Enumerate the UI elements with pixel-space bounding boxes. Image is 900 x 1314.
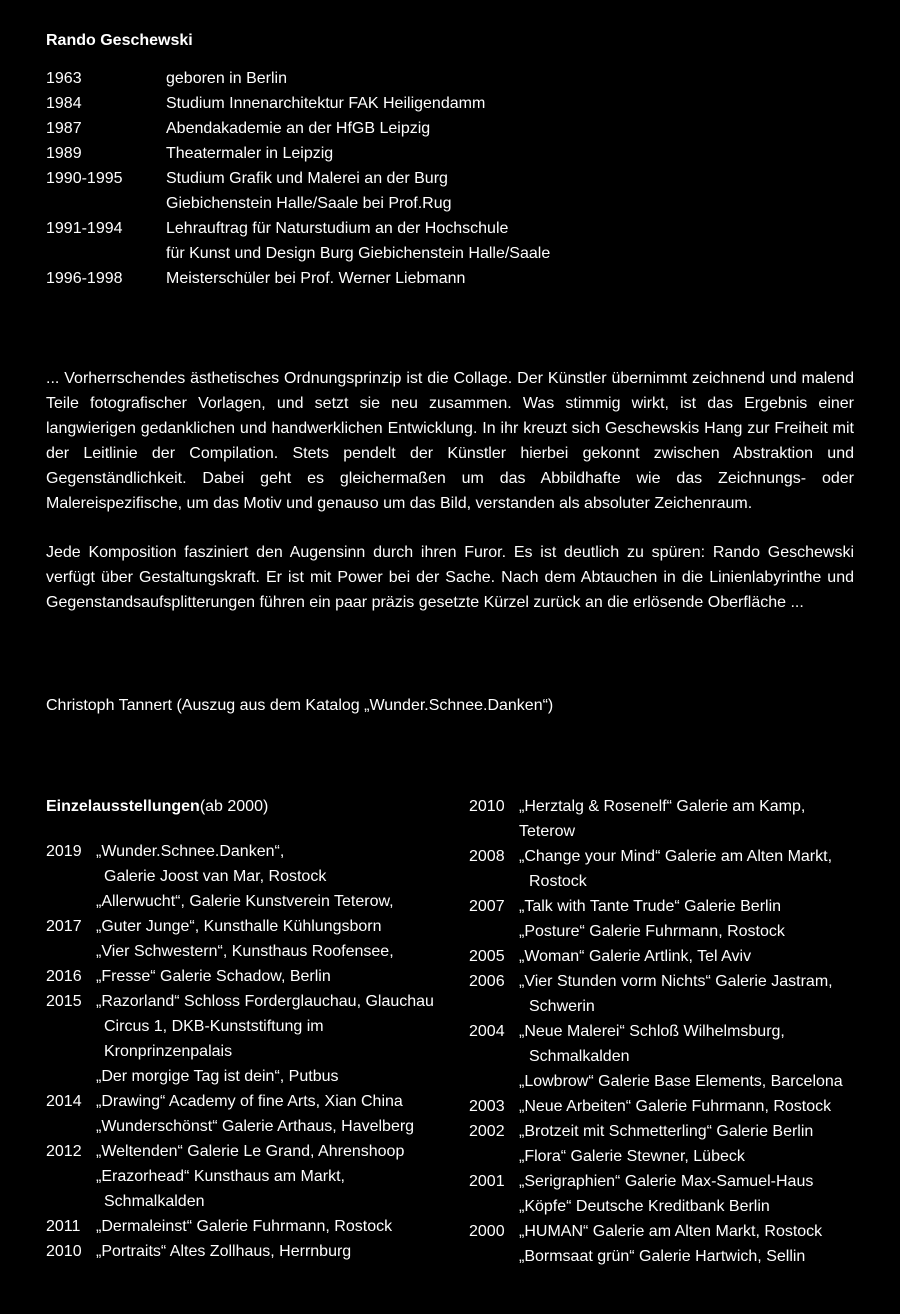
exhibition-row xyxy=(46,1214,456,1239)
exhibition-row xyxy=(469,1119,869,1169)
exhibition-text xyxy=(519,894,869,944)
exhibition-line: „Brotzeit mit Schmetterling“ Galerie Berlin xyxy=(519,1123,814,1140)
exhibition-year: 2017 xyxy=(46,918,82,935)
exhibitions-heading-bold: Einzelausstellungen xyxy=(46,798,200,815)
exhibition-row xyxy=(469,1219,869,1269)
exhibition-line: „Wunderschönst“ Galerie Arthaus, Havelberg xyxy=(96,1118,415,1135)
exhibition-line: „Neue Arbeiten“ Galerie Fuhrmann, Rostock xyxy=(519,1098,832,1115)
bio-year: 1987 xyxy=(46,120,82,137)
exhibition-line: „Drawing“ Academy of fine Arts, Xian China xyxy=(96,1093,403,1110)
exhibition-line: „Talk with Tante Trude“ Galerie Berlin xyxy=(519,898,782,915)
biography-list xyxy=(46,66,866,291)
exhibition-line: Circus 1, DKB-Kunststiftung im xyxy=(104,1018,324,1035)
exhibition-line: Schmalkalden xyxy=(104,1193,205,1210)
exhibition-year: 2010 xyxy=(46,1243,82,1260)
exhibition-text xyxy=(96,1114,456,1139)
bio-line: Theatermaler in Leipzig xyxy=(166,145,334,162)
exhibition-line: „Neue Malerei“ Schloß Wilhelmsburg, xyxy=(519,1023,785,1040)
bio-line: Giebichenstein Halle/Saale bei Prof.Rug xyxy=(166,195,452,212)
exhibition-line: Kronprinzenpalais xyxy=(104,1043,233,1060)
exhibition-line: „Lowbrow“ Galerie Base Elements, Barcelona xyxy=(519,1073,843,1090)
exhibition-line: „Fresse“ Galerie Schadow, Berlin xyxy=(96,968,331,985)
exhibitions-right-list xyxy=(469,794,869,1269)
exhibition-text xyxy=(519,1094,869,1119)
exhibition-text xyxy=(96,839,456,889)
exhibition-line: „Razorland“ Schloss Forderglauchau, Glauchau xyxy=(96,993,434,1010)
exhibition-year: 2005 xyxy=(469,948,505,965)
exhibition-line: „Guter Junge“, Kunsthalle Kühlungsborn xyxy=(96,918,382,935)
exhibition-year: 2008 xyxy=(469,848,505,865)
exhibition-row xyxy=(46,1164,456,1214)
bio-line: Meisterschüler bei Prof. Werner Liebmann xyxy=(166,270,466,287)
exhibition-text xyxy=(96,889,456,914)
exhibition-line: „Weltenden“ Galerie Le Grand, Ahrenshoop xyxy=(96,1143,405,1160)
exhibition-line: „Posture“ Galerie Fuhrmann, Rostock xyxy=(519,923,785,940)
exhibition-year: 2007 xyxy=(469,898,505,915)
exhibition-line: „Portraits“ Altes Zollhaus, Herrnburg xyxy=(96,1243,352,1260)
exhibition-row xyxy=(46,839,456,889)
exhibition-row xyxy=(469,894,869,944)
bio-line: Lehrauftrag für Naturstudium an der Hochschule xyxy=(166,220,509,237)
exhibition-line: „Wunder.Schnee.Danken“, xyxy=(96,843,285,860)
bio-row xyxy=(46,66,866,91)
quote-paragraph-1: ... Vorherrschendes ästhetisches Ordnungsprinzip ist die Collage. Der Künstler übernimmt zeichnend und malend Teile fotografischer Vorlagen, und setzt sie neu zusammen. Was stimmig wirkt, ist das Ergebnis einer langwierigen gedanklichen und handwerklichen Entwicklung. In ihr kreuzt sich Geschewskis Hang zur Freiheit mit der Leitlinie der Compilation. Stets pendelt der Künstler hierbei gekonnt zwischen Abstraktion und Gegenständlichkeit. Dabei geht es gleichermaßen um das Abbildhafte wie das Zeichnungs- oder Malereispezifische, um das Motiv und genauso um das Bild, verstanden als absoluter Zeichenraum. xyxy=(46,370,854,512)
exhibition-row xyxy=(469,969,869,1019)
bio-year: 1990-1995 xyxy=(46,170,123,187)
exhibition-text xyxy=(96,914,456,939)
exhibition-row xyxy=(469,944,869,969)
exhibition-row xyxy=(46,1064,456,1089)
exhibition-row xyxy=(46,989,456,1064)
exhibition-line: „Vier Stunden vorm Nichts“ Galerie Jastram, xyxy=(519,973,833,990)
bio-row xyxy=(46,166,866,216)
exhibition-year: 2011 xyxy=(46,1218,81,1235)
exhibitions-right-column xyxy=(469,794,869,1269)
exhibition-line: Galerie Joost van Mar, Rostock xyxy=(104,868,327,885)
exhibition-line: „HUMAN“ Galerie am Alten Markt, Rostock xyxy=(519,1223,823,1240)
critic-quote xyxy=(46,366,854,615)
exhibition-text xyxy=(519,1169,869,1219)
exhibition-line: „Erazorhead“ Kunsthaus am Markt, xyxy=(96,1168,345,1185)
bio-year: 1996-1998 xyxy=(46,270,123,287)
bio-row xyxy=(46,91,866,116)
exhibition-text xyxy=(519,794,869,844)
exhibition-row xyxy=(46,939,456,964)
exhibition-year: 2019 xyxy=(46,843,82,860)
bio-text xyxy=(166,116,866,141)
bio-line: Studium Grafik und Malerei an der Burg xyxy=(166,170,448,187)
exhibition-line: „Serigraphien“ Galerie Max-Samuel-Haus xyxy=(519,1173,814,1190)
exhibition-year: 2012 xyxy=(46,1143,82,1160)
bio-text xyxy=(166,141,866,166)
bio-line: Abendakademie an der HfGB Leipzig xyxy=(166,120,431,137)
exhibition-text xyxy=(519,969,869,1019)
exhibition-line: Schmalkalden xyxy=(529,1048,630,1065)
bio-row xyxy=(46,216,866,266)
exhibition-line: „Vier Schwestern“, Kunsthaus Roofensee, xyxy=(96,943,394,960)
exhibition-line: „Allerwucht“, Galerie Kunstverein Teterow, xyxy=(96,893,394,910)
exhibition-year: 2006 xyxy=(469,973,505,990)
exhibition-row xyxy=(46,889,456,914)
exhibition-line: „Dermaleinst“ Galerie Fuhrmann, Rostock xyxy=(96,1218,393,1235)
exhibition-text xyxy=(96,1164,456,1214)
exhibitions-left-list xyxy=(46,839,456,1264)
exhibition-year xyxy=(46,889,96,914)
exhibition-text xyxy=(96,1089,456,1114)
exhibition-line: „Herztalg & Rosenelf“ Galerie am Kamp, xyxy=(519,798,806,815)
exhibition-row xyxy=(46,1139,456,1164)
exhibitions-heading xyxy=(46,794,456,819)
exhibition-year xyxy=(46,1164,96,1214)
bio-text xyxy=(166,266,866,291)
exhibition-row xyxy=(46,964,456,989)
exhibition-text xyxy=(519,944,869,969)
bio-row xyxy=(46,116,866,141)
exhibition-year: 2002 xyxy=(469,1123,505,1140)
bio-line: Studium Innenarchitektur FAK Heiligendamm xyxy=(166,95,486,112)
exhibition-text xyxy=(519,844,869,894)
exhibitions-heading-range: (ab 2000) xyxy=(199,798,269,815)
bio-row xyxy=(46,141,866,166)
exhibition-year: 2003 xyxy=(469,1098,505,1115)
exhibition-text xyxy=(96,1239,456,1264)
bio-text xyxy=(166,166,866,216)
exhibition-text xyxy=(519,1019,869,1094)
exhibition-line: „Flora“ Galerie Stewner, Lübeck xyxy=(519,1148,745,1165)
exhibition-text xyxy=(96,1064,456,1089)
exhibition-line: „Change your Mind“ Galerie am Alten Markt, xyxy=(519,848,833,865)
bio-year: 1991-1994 xyxy=(46,220,123,237)
exhibition-text xyxy=(519,1219,869,1269)
exhibition-year xyxy=(46,939,96,964)
bio-row xyxy=(46,266,866,291)
exhibition-line: „Bormsaat grün“ Galerie Hartwich, Sellin xyxy=(519,1248,806,1265)
exhibition-year: 2016 xyxy=(46,968,82,985)
quote-citation: Christoph Tannert (Auszug aus dem Katalog „Wunder.Schnee.Danken“) xyxy=(46,697,554,714)
exhibition-line: Schwerin xyxy=(529,998,595,1015)
exhibition-text xyxy=(96,1139,456,1164)
exhibition-year: 2001 xyxy=(469,1173,505,1190)
bio-year: 1984 xyxy=(46,95,82,112)
exhibition-year: 2014 xyxy=(46,1093,82,1110)
bio-line: geboren in Berlin xyxy=(166,70,287,87)
bio-text xyxy=(166,216,866,266)
exhibition-row xyxy=(469,1169,869,1219)
exhibition-line: „Woman“ Galerie Artlink, Tel Aviv xyxy=(519,948,752,965)
exhibition-text xyxy=(96,989,456,1064)
bio-line: für Kunst und Design Burg Giebichenstein Halle/Saale xyxy=(166,245,551,262)
exhibition-row xyxy=(469,1019,869,1094)
exhibition-year: 2015 xyxy=(46,993,82,1010)
exhibition-text xyxy=(96,1214,456,1239)
exhibition-year: 2004 xyxy=(469,1023,505,1040)
exhibition-row xyxy=(46,914,456,939)
exhibition-text xyxy=(96,939,456,964)
bio-text xyxy=(166,66,866,91)
page-title: Rando Geschewski xyxy=(46,32,193,49)
exhibition-line: „Köpfe“ Deutsche Kreditbank Berlin xyxy=(519,1198,770,1215)
exhibition-year: 2010 xyxy=(469,798,505,815)
quote-paragraph-2: Jede Komposition fasziniert den Augensinn durch ihren Furor. Es ist deutlich zu spüren: Rando Geschewski verfügt über Gestaltungskraft. Er ist mit Power bei der Sache. Nach dem Abtauchen in die Linienlabyrinthe und Gegenstandsaufsplitterungen führen ein paar präzis gesetzte Kürzel zurück an die erlösende Oberfläche ... xyxy=(46,544,854,611)
exhibition-line: Rostock xyxy=(529,873,587,890)
exhibition-line: „Der morgige Tag ist dein“, Putbus xyxy=(96,1068,339,1085)
exhibition-row xyxy=(469,794,869,844)
exhibition-row xyxy=(46,1239,456,1264)
exhibitions-left-column xyxy=(46,794,456,1264)
exhibition-row xyxy=(469,844,869,894)
exhibition-text xyxy=(96,964,456,989)
bio-text xyxy=(166,91,866,116)
exhibition-line: Teterow xyxy=(519,823,576,840)
bio-year: 1963 xyxy=(46,70,82,87)
exhibition-year xyxy=(46,1114,96,1139)
exhibition-row xyxy=(46,1089,456,1114)
exhibition-year: 2000 xyxy=(469,1223,505,1240)
bio-year: 1989 xyxy=(46,145,82,162)
exhibition-row xyxy=(469,1094,869,1119)
exhibition-row xyxy=(46,1114,456,1139)
exhibition-text xyxy=(519,1119,869,1169)
exhibition-year xyxy=(46,1064,96,1089)
